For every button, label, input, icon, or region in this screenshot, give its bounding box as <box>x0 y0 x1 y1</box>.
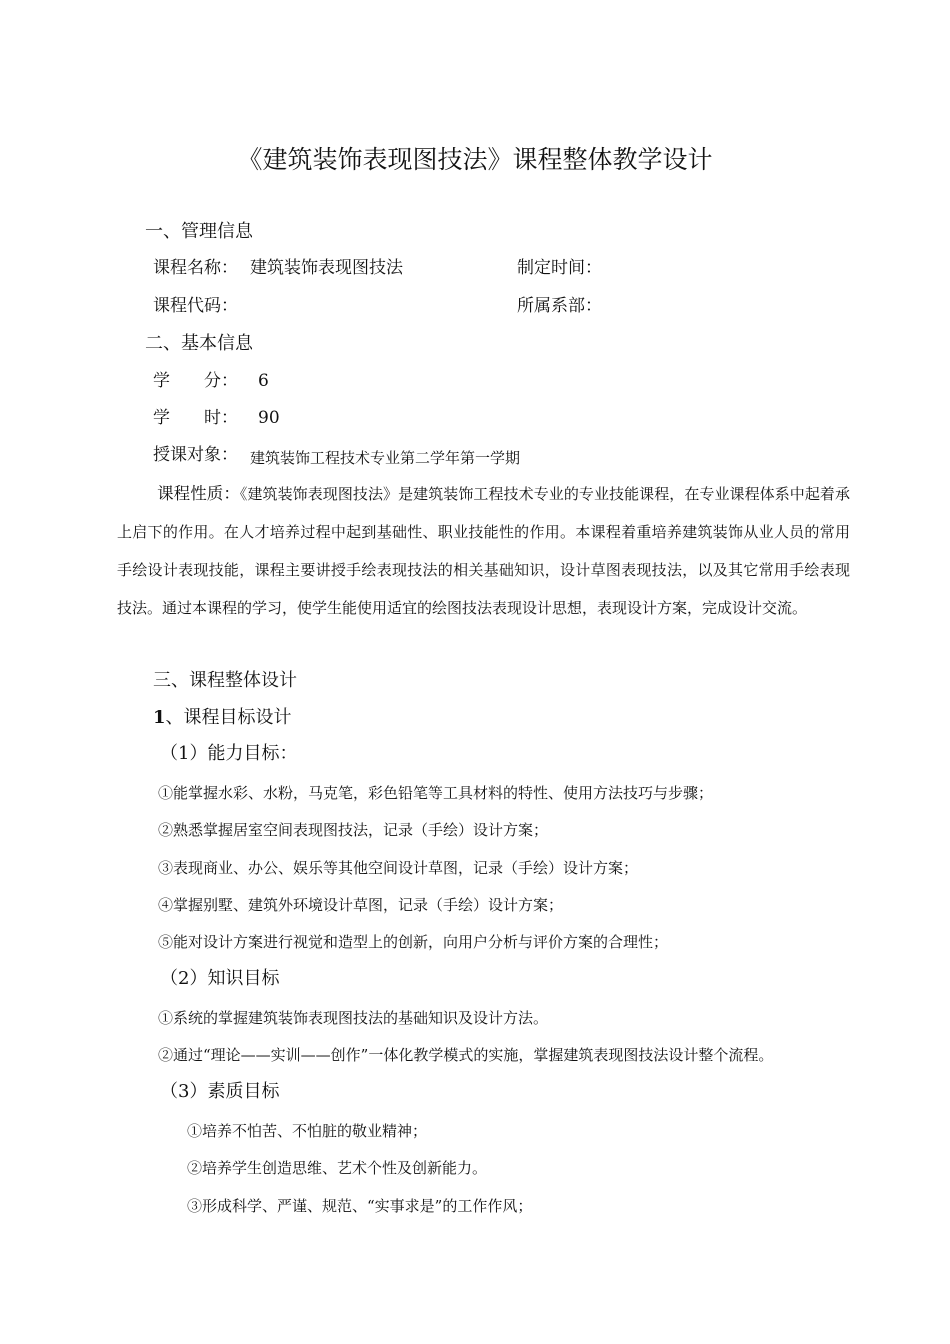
ability-item: ①能掌握水彩、水粉，马克笔，彩色铅笔等工具材料的特性、使用方法技巧与步骤； <box>158 784 714 802</box>
knowledge-item: ①系统的掌握建筑装饰表现图技法的基础知识及设计方法。 <box>158 1009 549 1027</box>
course-nature-paragraph <box>117 475 850 627</box>
credit-label: 学 分： <box>153 371 238 391</box>
quality-item: ②培养学生创造思维、艺术个性及创新能力。 <box>187 1159 488 1177</box>
section-heading-management: 一、管理信息 <box>145 221 253 242</box>
date-label: 制定时间： <box>517 258 602 278</box>
quality-item: ③形成科学、严谨、规范、“实事求是”的工作作风； <box>187 1197 533 1215</box>
department-label: 所属系部： <box>517 296 602 316</box>
section-heading-design: 三、课程整体设计 <box>153 670 297 691</box>
course-name-value: 建筑装饰表现图技法 <box>250 258 403 278</box>
course-nature-text: 《建筑装饰表现图技法》是建筑装饰工程技术专业的专业技能课程，在专业课程体系中起着承上启下的作用。在人才培养过程中起到基础性、职业技能性的作用。本课程着重培养建筑装饰从业人员的常用手绘设计表现技能，课程主要讲授手绘表现技法的相关基础知识，设计草图表现技法，以及其它常用手绘表现技法。通过本课程的学习，使学生能使用适宜的绘图技法表现设计思想，表现设计方案，完成设计交流。 <box>117 485 850 617</box>
knowledge-item: ②通过“理论——实训——创作”一体化教学模式的实施，掌握建筑表现图技法设计整个流程。 <box>158 1046 774 1064</box>
hours-label: 学 时： <box>153 408 238 428</box>
quality-item: ①培养不怕苦、不怕脏的敬业精神； <box>187 1122 428 1140</box>
credit-value: 6 <box>258 371 269 391</box>
audience-label: 授课对象： <box>153 445 238 465</box>
ability-item: ②熟悉掌握居室空间表现图技法，记录（手绘）设计方案； <box>158 821 549 839</box>
ability-item: ⑤能对设计方案进行视觉和造型上的创新，向用户分析与评价方案的合理性； <box>158 933 669 951</box>
ability-heading: （1）能力目标： <box>160 743 298 764</box>
section-heading-basic: 二、基本信息 <box>145 333 253 354</box>
document-title: 《建筑装饰表现图技法》课程整体教学设计 <box>237 145 713 174</box>
course-name-label: 课程名称： <box>153 258 238 278</box>
subsection-title: 、课程目标设计 <box>165 707 292 728</box>
audience-value: 建筑装饰工程技术专业第二学年第一学期 <box>250 449 521 467</box>
course-code-label: 课程代码： <box>153 296 238 316</box>
subsection-heading-goals <box>153 709 292 727</box>
hours-value: 90 <box>258 408 280 428</box>
ability-item: ④掌握别墅、建筑外环境设计草图，记录（手绘）设计方案； <box>158 896 564 914</box>
course-nature-label: 课程性质： <box>157 484 240 503</box>
knowledge-heading: （2）知识目标 <box>160 968 280 989</box>
quality-heading: （3）素质目标 <box>160 1081 280 1102</box>
ability-item: ③表现商业、办公、娱乐等其他空间设计草图，记录（手绘）设计方案； <box>158 859 639 877</box>
subsection-number: 1 <box>153 707 166 728</box>
